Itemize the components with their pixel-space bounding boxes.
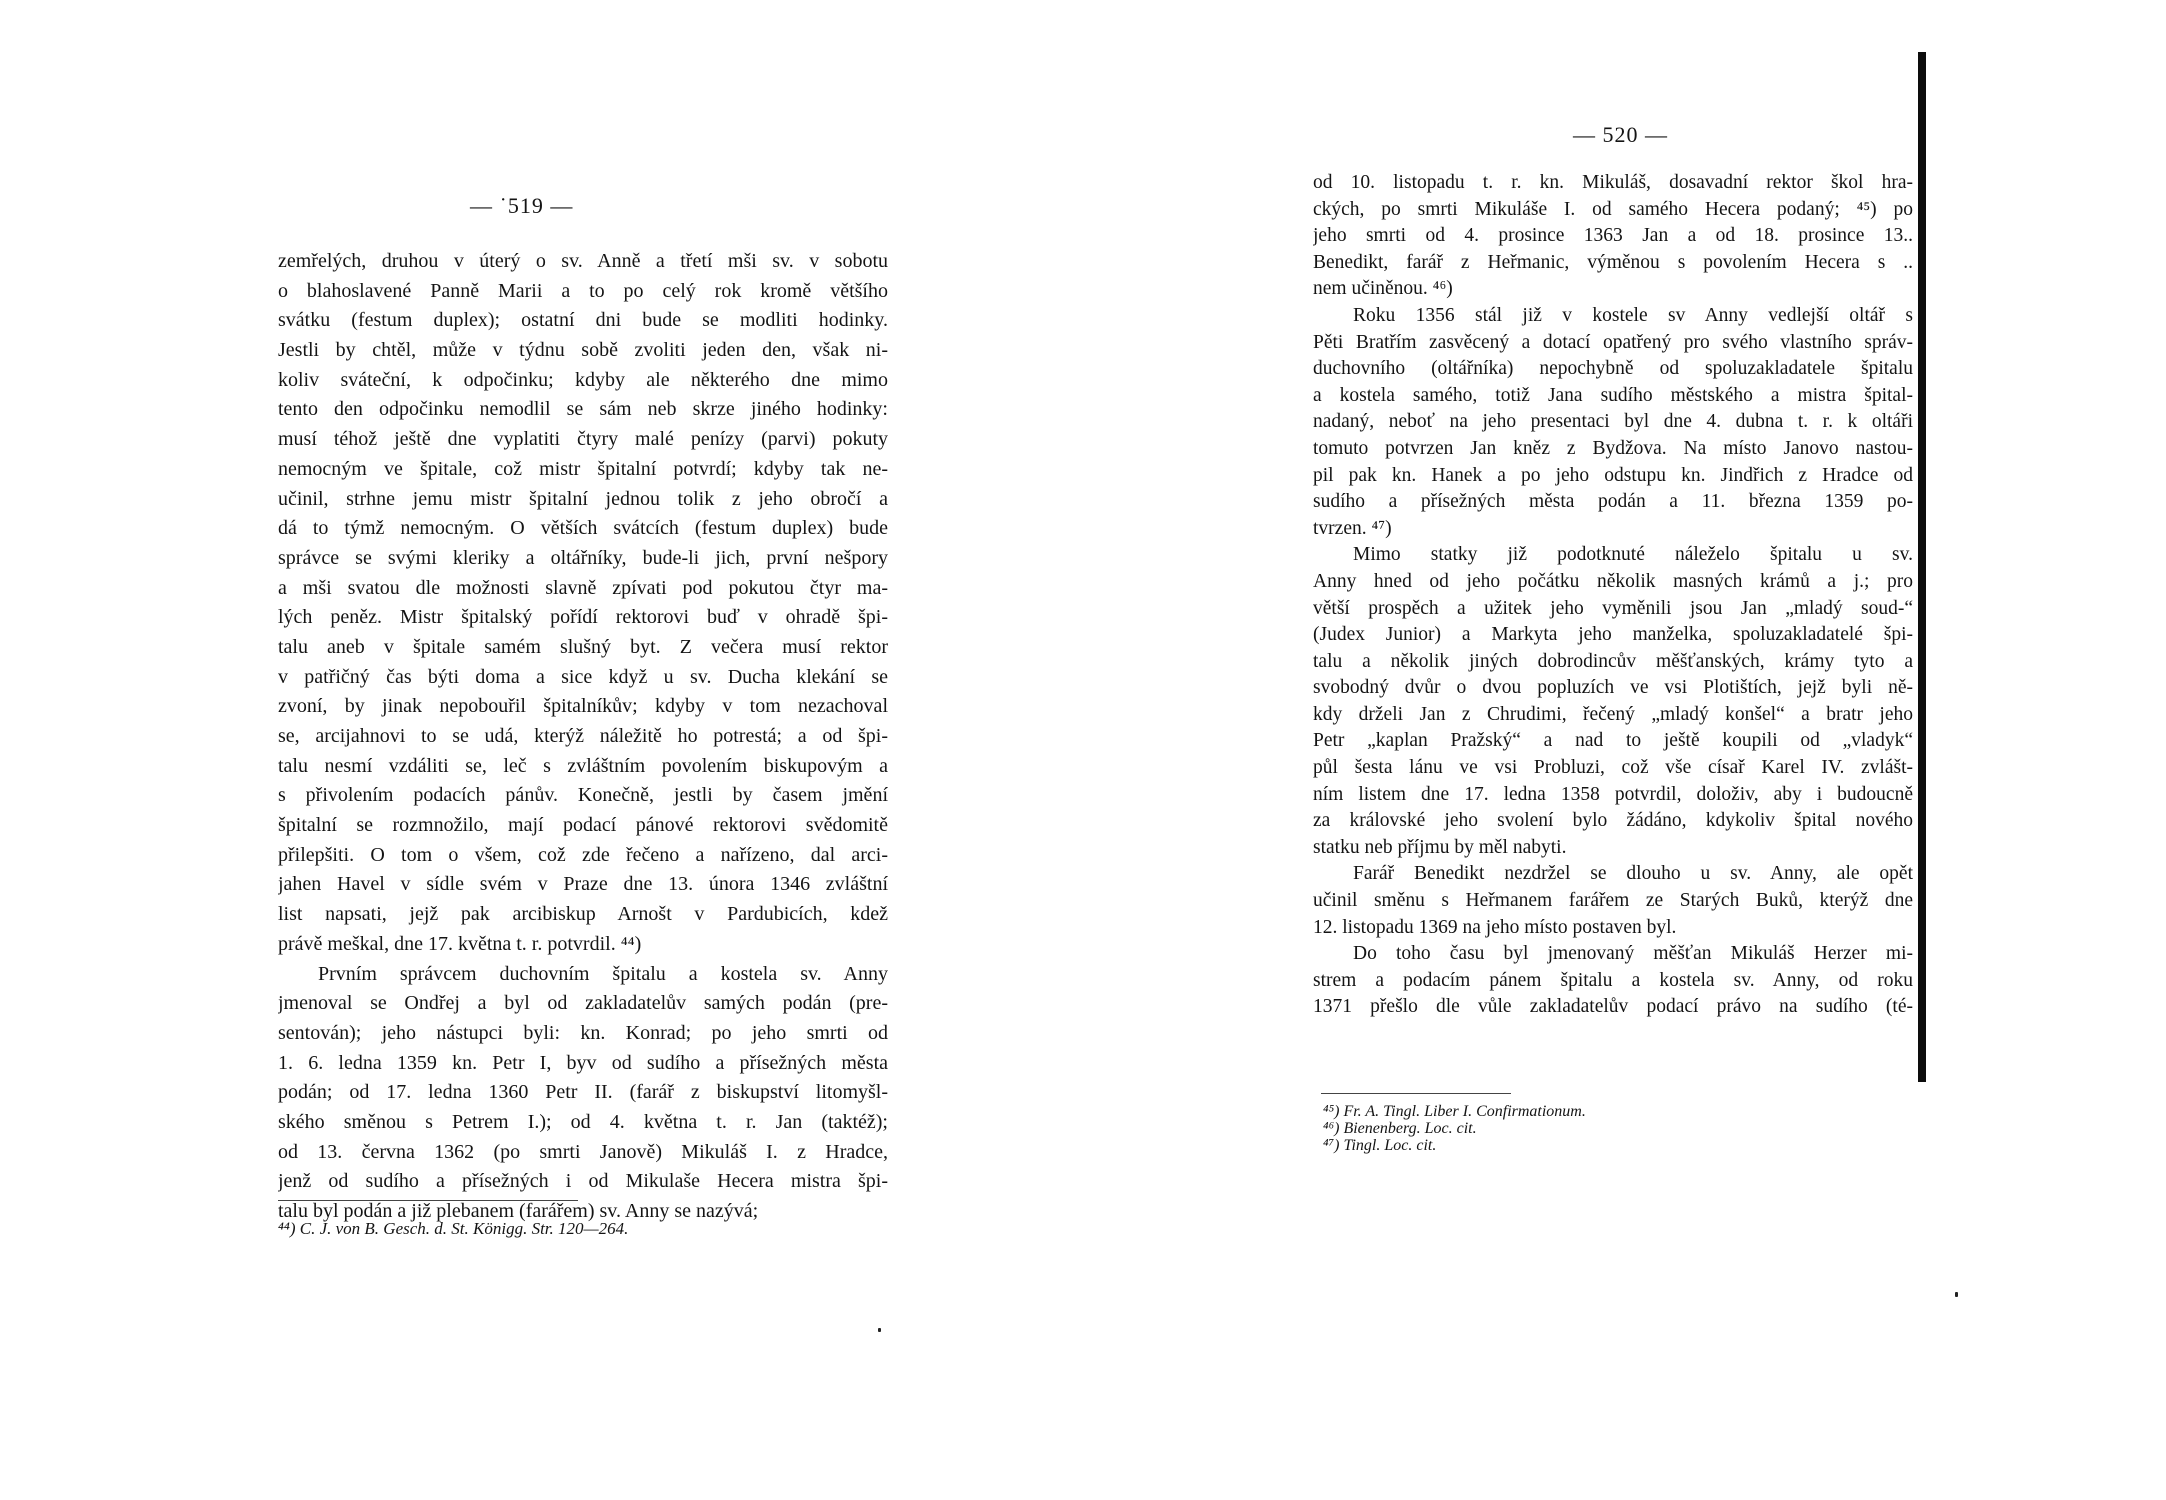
footnote-rule-left [278,1200,578,1201]
left-page-footnotes [278,1218,628,1240]
text-line: za královské jeho svolení bylo žádáno, kdykoliv špital nového [1313,810,1913,832]
text-line: jenž od sudího a přísežných i od Mikulaše Hecera mistra špi- [278,1170,888,1193]
text-line: a mši svatou dle možnosti slavně zpívati pod pokutou čtyr ma- [278,576,888,599]
text-line: nem učiněnou. ⁴⁶) [1313,278,1453,300]
text-line: jahen Havel v sídle svém v Praze dne 13. února 1346 zvláštní [278,873,888,896]
text-line: zvoní, by jinak nepobouřil špitalníkův; kdyby v tom nezachoval [278,695,888,718]
scan-speck [878,1328,881,1332]
text-line: Petr „kaplan Pražský“ a nad to ještě koupili od „vladyk“ [1313,730,1913,752]
text-line: ním listem dne 17. ledna 1358 potvrdil, doloživ, aby i budoucně [1313,783,1913,805]
text-line: Mimo statky již podotknuté náleželo špitalu u sv. [1353,544,1913,566]
text-line: učinil směnu s Heřmanem farářem ze Starých Buků, kterýž dne [1313,890,1913,912]
text-line: s přivolením podacích pánův. Konečně, jestli by časem jmění [278,784,888,807]
text-line: zemřelých, druhou v úterý o sv. Anně a třetí mši sv. v sobotu [278,250,888,272]
text-line: ského směnou s Petrem I.); od 4. května t. r. Jan (taktéž); [278,1110,888,1133]
text-line: Pěti Bratřím zasvěcený a dotací opatřený pro svého vlastního správ- [1313,331,1913,353]
text-line: Farář Benedikt nezdržel se dlouho u sv. Anny, ale opět [1353,863,1913,885]
text-line: větší prospěch a užitek jeho vyměnili jsou Jan „mladý soud-“ [1313,597,1913,619]
text-line: Prvním správcem duchovním špitalu a kostela sv. Anny [318,962,888,985]
text-line: strem a podacím pánem špitalu a kostela sv. Anny, od roku [1313,969,1913,991]
text-line: podán; od 17. ledna 1360 Petr II. (farář z biskupství litomyšl- [278,1081,888,1104]
text-line: (Judex Junior) a Markyta jeho manželka, spoluzakladatelé špi- [1313,624,1913,646]
text-line: Jestli by chtěl, může v týdnu sobě zvoliti jeden den, však ni- [278,339,888,362]
text-line: talu aneb v špitale samém slušný byt. Z večera musí rektor [278,635,888,658]
text-line: kdy drželi Jan z Chrudimi, řečený „mladý konšel“ a bratr jeho [1313,703,1913,725]
text-line: sudího a přísežných města podán a 11. března 1359 po- [1313,491,1913,513]
text-line: 1. 6. ledna 1359 kn. Petr I, byv od sudího a přísežných města [278,1051,888,1074]
text-line: tvrzen. ⁴⁷) [1313,517,1392,539]
footnote: ⁴⁷) Tingl. Loc. cit. [1323,1137,1437,1154]
text-line: svobodný dvůr o dvou popluzích ve vsi Plotištích, jejž byli ně- [1313,677,1913,699]
text-line: Do toho času byl jmenovaný měšťan Mikuláš Herzer mi- [1353,943,1913,965]
page-number-right: — 520 — [1573,122,1668,147]
text-line: tomuto potvrzen Jan kněz z Bydžova. Na místo Janovo nastou- [1313,437,1913,459]
text-line: právě meškal, dne 17. května t. r. potvrdil. ⁴⁴) [278,932,642,955]
text-line: o blahoslavené Panně Marii a to po celý rok kromě většího [278,279,888,302]
left-page-text [278,247,888,1227]
text-line: jmenoval se Ondřej a byl od zakladatelův samých podán (pre- [278,992,888,1015]
text-line: duchovního (oltářníka) nepochybně od spoluzakladatele špitalu [1313,358,1913,380]
footnote-rule-right [1321,1093,1511,1094]
text-line: svátku (festum duplex); ostatní dni bude se modliti hodinky. [278,309,888,332]
text-line: od 13. června 1362 (po smrti Janově) Mikuláš I. z Hradce, [278,1140,888,1163]
text-line: lých peněz. Mistr špitalský pořídí rektorovi buď v ohradě špi- [278,606,888,629]
text-line: jeho smrti od 4. prosince 1363 Jan a od 18. prosince 13.. [1313,225,1913,247]
text-line: statku neb příjmu by měl nabyti. [1313,836,1567,858]
text-line: talu nesmí vzdáliti se, leč s zvláštním povolením biskupovým a [278,754,888,777]
text-line: pil pak kn. Hanek a po jeho odstupu kn. Jindřich z Hradce od [1313,464,1913,486]
scan-speck [1955,1292,1958,1297]
text-line: Roku 1356 stál již v kostele sv Anny vedlejší oltář s [1353,304,1913,326]
text-line: učinil, strhne jemu mistr špitalní jednou tolik z jeho obročí a [278,487,888,510]
text-line: dá to týmž nemocným. O větších svátcích (festum duplex) bude [278,517,888,540]
text-line: a kostela samého, totiž Jana sudího městského a mistra špital- [1313,384,1913,406]
text-line: od 10. listopadu t. r. kn. Mikuláš, dosavadní rektor škol hra- [1313,172,1913,193]
text-line: Anny hned od jeho počátku několik masných krámů a j.; pro [1313,570,1913,592]
text-line: list napsati, jejž pak arcibiskup Arnošt v Pardubicích, kdež [278,903,888,926]
text-line: 12. listopadu 1369 na jeho místo postaven byl. [1313,916,1677,938]
right-page-text [1313,170,1913,1021]
text-line: správce se svými kleriky a oltářníky, bude-li jich, první nešpory [278,546,888,569]
text-line: špitalní se rozmnožilo, mají podací pánové rektorovi svědomitě [278,814,888,837]
text-line: půl šesta lánu ve vsi Probluzi, což vše císař Karel IV. zvlášt- [1313,757,1913,779]
text-line: koliv sváteční, k odpočinku; kdyby ale některého dne mimo [278,368,888,391]
footnote: ⁴⁴) C. J. von B. Gesch. d. St. Königg. Str. 120—264. [278,1219,629,1238]
text-line: ckých, po smrti Mikuláše I. od samého Hecera podaný; ⁴⁵) po [1313,198,1913,220]
text-line: sentován); jeho nástupci byli: kn. Konrad; po jeho smrti od [278,1021,888,1044]
right-page-footnotes [1323,1103,1586,1154]
right-page [1083,0,2166,1500]
text-line: talu a několik jiných dobrodincův měšťanských, krámy tyto a [1313,650,1913,672]
text-line: Benedikt, farář z Heřmanic, výměnou s povolením Hecera s .. [1313,251,1913,273]
text-line: přilepšiti. O tom o všem, což zde řečeno a nařízeno, dal arci- [278,843,888,866]
text-line: tento den odpočinku nemodlil se sám neb skrze jiného hodinky: [278,398,888,421]
text-line: musí téhož ještě dne vyplatiti čtyry malé penízy (parvi) pokuty [278,428,888,451]
text-line: 1371 přešlo dle vůle zakladatelův podací právo na sudího (té- [1313,996,1913,1018]
text-line: se, arcijahnovi to se udá, kterýž náležitě ho potrestá; a od špi- [278,725,888,747]
text-line: talu byl podán a již plebanem (farářem) sv. Anny se nazývá; [278,1200,759,1222]
page-number-left: — ˙519 — [470,193,574,218]
footnote: ⁴⁵) Fr. A. Tingl. Liber I. Confirmationum. [1323,1103,1586,1120]
footnote: ⁴⁶) Bienenberg. Loc. cit. [1323,1120,1477,1137]
text-line: nadaný, neboť na jeho presentaci byl dne 4. dubna t. r. k oltáři [1313,411,1913,433]
text-line: nemocným ve špitale, což mistr špitalní potvrdí; kdyby tak ne- [278,457,888,480]
scan-binding-edge [1918,52,1926,1082]
text-line: v patřičný čas býti doma a sice když u sv. Ducha klekání se [278,665,888,688]
